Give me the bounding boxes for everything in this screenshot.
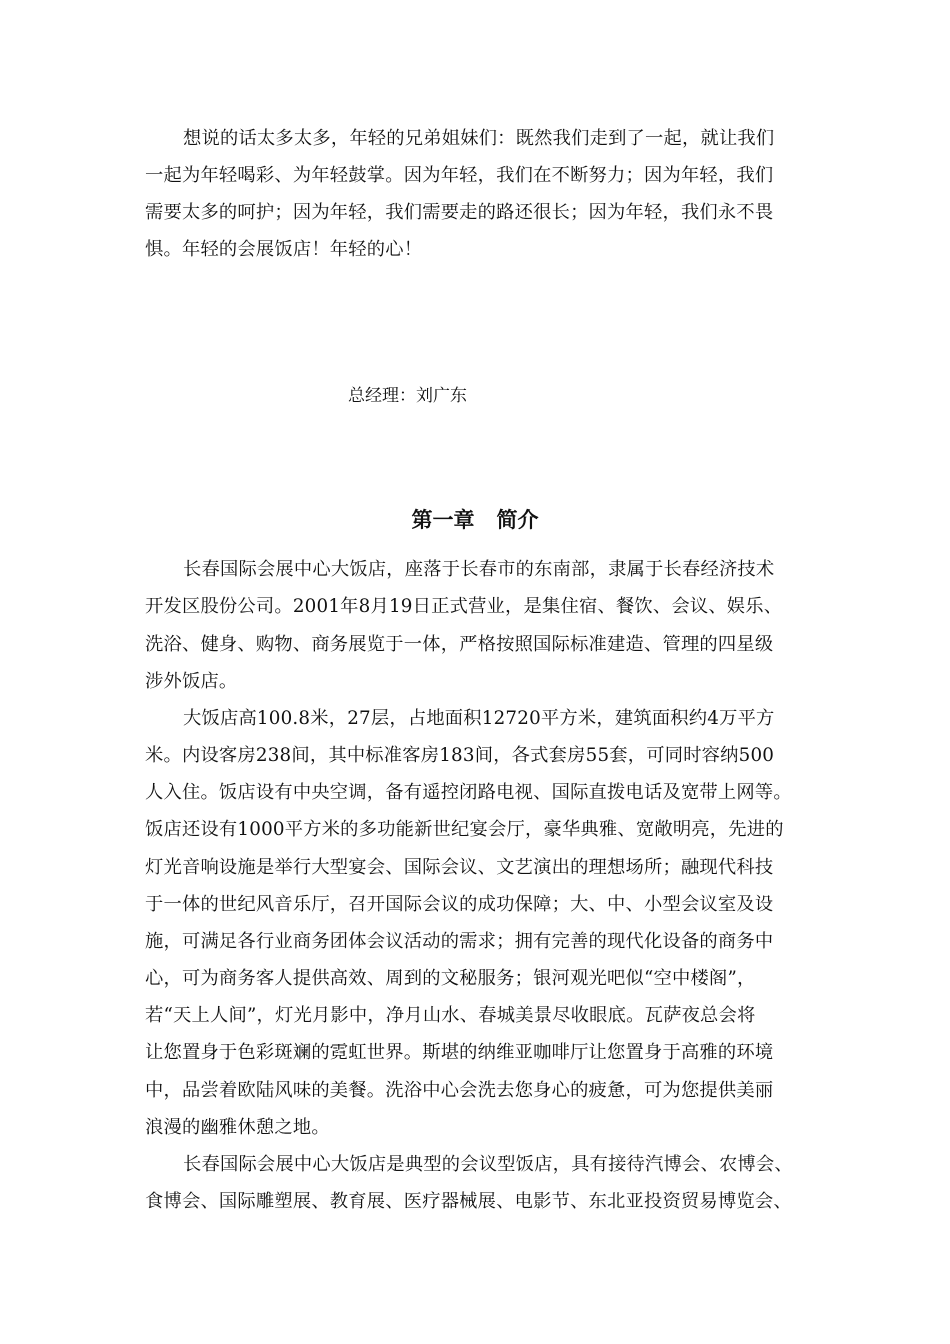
body-line: 中，品尝着欧陆风味的美餐。洗浴中心会洗去您身心的疲惫，可为您提供美丽 bbox=[145, 1080, 774, 1101]
intro-line: 想说的话太多太多，年轻的兄弟姐妹们：既然我们走到了一起，就让我们 bbox=[183, 128, 775, 149]
body-line: 人入住。饭店设有中央空调，备有遥控闭路电视、国际直拨电话及宽带上网等。 bbox=[145, 782, 792, 803]
intro-line: 惧。年轻的会展饭店！年轻的心！ bbox=[145, 239, 423, 260]
body-line: 长春国际会展中心大饭店，座落于长春市的东南部，隶属于长春经济技术 bbox=[183, 559, 775, 580]
intro-line: 需要太多的呵护；因为年轻，我们需要走的路还很长；因为年轻，我们永不畏 bbox=[145, 202, 774, 223]
signature: 总经理：刘广东 bbox=[348, 386, 467, 406]
body-line: 让您置身于色彩斑斓的霓虹世界。斯堪的纳维亚咖啡厅让您置身于高雅的环境 bbox=[145, 1042, 774, 1063]
intro-line: 一起为年轻喝彩、为年轻鼓掌。因为年轻，我们在不断努力；因为年轻，我们 bbox=[145, 165, 774, 186]
body-line: 于一体的世纪风音乐厅，召开国际会议的成功保障；大、中、小型会议室及设 bbox=[145, 894, 774, 915]
body-line: 施，可满足各行业商务团体会议活动的需求；拥有完善的现代化设备的商务中 bbox=[145, 931, 774, 952]
body-line: 饭店还设有1000平方米的多功能新世纪宴会厅，豪华典雅、宽敞明亮，先进的 bbox=[145, 819, 784, 840]
body-line: 米。内设客房238间，其中标准客房183间，各式套房55套，可同时容纳500 bbox=[145, 745, 775, 766]
body-line: 浪漫的幽雅休憩之地。 bbox=[145, 1117, 330, 1138]
body-line: 灯光音响设施是举行大型宴会、国际会议、文艺演出的理想场所；融现代科技 bbox=[145, 857, 774, 878]
body-line: 洗浴、健身、购物、商务展览于一体，严格按照国际标准建造、管理的四星级 bbox=[145, 634, 774, 655]
body-line: 食博会、国际雕塑展、教育展、医疗器械展、电影节、东北亚投资贸易博览会、 bbox=[145, 1191, 792, 1212]
body-line: 涉外饭店。 bbox=[145, 671, 238, 692]
body-line: 若“天上人间”，灯光月影中，净月山水、春城美景尽收眼底。瓦萨夜总会将 bbox=[145, 1005, 756, 1026]
body-line: 长春国际会展中心大饭店是典型的会议型饭店，具有接待汽博会、农博会、 bbox=[183, 1154, 793, 1175]
chapter-title: 第一章 简介 bbox=[411, 507, 539, 532]
body-line: 大饭店高100.8米，27层，占地面积12720平方米，建筑面积约4万平方 bbox=[183, 708, 775, 729]
body-line: 心，可为商务客人提供高效、周到的文秘服务；银河观光吧似“空中楼阁”， bbox=[145, 968, 756, 989]
body-line: 开发区股份公司。2001年8月19日正式营业，是集住宿、餐饮、会议、娱乐、 bbox=[145, 596, 783, 617]
